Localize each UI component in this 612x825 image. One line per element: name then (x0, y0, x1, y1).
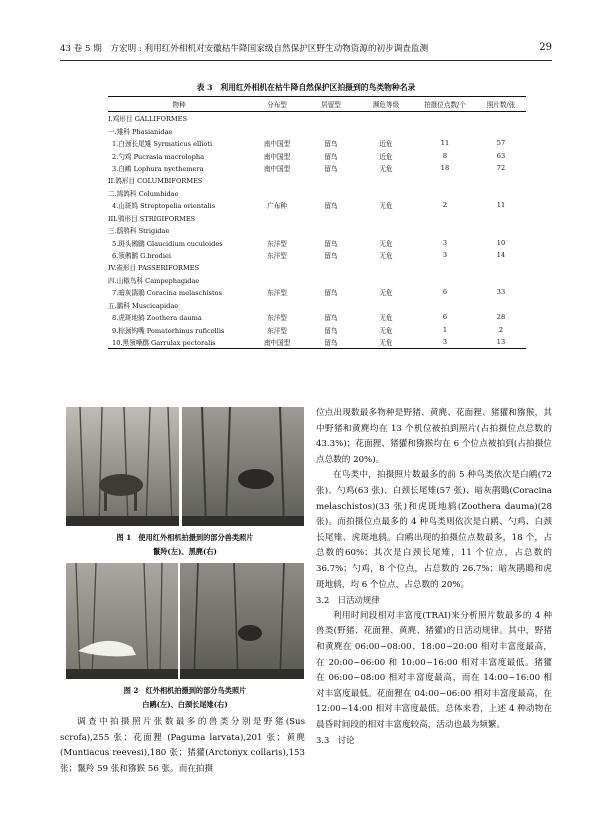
table-cell-name: 7.暗灰鹃鵙 Coracina melaschistos (112, 289, 222, 298)
table-cell-dist: 东洋型 (267, 326, 287, 335)
table-cell-res (304, 124, 358, 136)
bird-species-table (108, 96, 526, 349)
table-cell-res: 留鸟 (324, 152, 338, 161)
col-header-species: 物种 (108, 97, 250, 112)
table-cell-sites (414, 299, 476, 311)
table-cell-photos: 63 (496, 151, 506, 160)
table-row (108, 124, 526, 136)
table-row (108, 199, 526, 211)
table-cell-photos: 2 (498, 325, 504, 334)
table-cell-res: 留鸟 (324, 164, 338, 173)
table-cell-res (304, 112, 358, 125)
table-cell-dist: 东洋型 (267, 252, 287, 261)
table-cell-dist: 南中国型 (263, 140, 291, 149)
table-cell-name: II.鸽形目 COLUMBIFORMES (108, 177, 203, 186)
table-row (108, 112, 526, 125)
table-cell-name: 三.鸱鸮科 Strigidae (108, 227, 170, 236)
table-cell-res: 留鸟 (304, 336, 358, 349)
table-cell-status: 无危 (379, 239, 393, 248)
table-cell-res: 留鸟 (324, 202, 338, 211)
table-cell-name: 9.棕颈钩嘴 Pomatorhinus ruficollis (112, 326, 225, 335)
table-cell-status (358, 174, 414, 186)
table-cell-name: 6.领鸺鹠 G.brodiei (112, 252, 171, 261)
table-row (108, 311, 526, 323)
table-cell-name: 五.鹟科 Muscicapidae (108, 301, 179, 310)
table-cell-res: 留鸟 (324, 314, 338, 323)
table-cell-sites: 3 (414, 336, 476, 349)
table-cell-photos (476, 174, 526, 186)
table-cell-dist (250, 224, 304, 236)
table-cell-name: 2.勺鸡 Pucrasia macrolopha (112, 152, 205, 161)
table-cell-status: 无危 (379, 252, 393, 261)
table-cell-name: III.鸮形目 STRIGIFORMES (108, 214, 196, 223)
table-cell-photos: 11 (496, 201, 506, 210)
table-cell-res: 留鸟 (324, 239, 338, 248)
table-row (108, 286, 526, 298)
table-cell-res (304, 299, 358, 311)
table-row (108, 336, 526, 349)
photo-elliots-pheasant (180, 563, 304, 679)
table-cell-sites: 2 (442, 201, 448, 210)
figure2-caption-line1: 图 2 红外相机拍摄到的部分鸟类照片 (123, 686, 247, 695)
table-row (108, 299, 526, 311)
table-cell-name: I.鸡形目 GALLIFORMES (108, 115, 187, 124)
table-row (108, 261, 526, 273)
photo-silver-pheasant-image (66, 563, 178, 679)
table-cell-res: 留鸟 (324, 140, 338, 149)
running-header (60, 42, 552, 58)
table-row (108, 162, 526, 174)
table-cell-dist: 东洋型 (267, 289, 287, 298)
table-cell-name: 3.白鹇 Lophura nycthemera (112, 164, 204, 173)
table-cell-sites (414, 112, 476, 125)
table-row (108, 224, 526, 236)
table-row (108, 212, 526, 224)
table-cell-name: 二.鸠鸽科 Columbidae (108, 189, 179, 198)
table-cell-dist: 南中国型 (250, 336, 304, 349)
table-cell-res: 留鸟 (324, 252, 338, 261)
table-cell-sites: 1 (442, 325, 448, 334)
table-cell-photos: 33 (496, 288, 506, 297)
table-row (108, 149, 526, 161)
table-cell-res (304, 224, 358, 236)
table-cell-status (358, 261, 414, 273)
left-paragraph: 调查中拍摄照片张数最多的兽类分别是野猪(Sus scrofa),255 张；花面狸 (Paguma larvata),201 张；黄麂(Muntiacus reevesi),180 张；猪獾(Arctonyx collaris),153 张；鬣羚 59 张和猕猴 56 张。而在拍摄 (60, 717, 305, 774)
col-header-residence: 居留型 (304, 97, 358, 112)
table-cell-dist (250, 299, 304, 311)
table-cell-photos (476, 224, 526, 236)
table-cell-res (304, 187, 358, 199)
photo-black-muntjac-image (182, 407, 304, 526)
photo-serow-image (66, 407, 179, 526)
table-cell-sites (414, 212, 476, 224)
table-row (108, 249, 526, 261)
table-cell-photos: 13 (476, 336, 526, 349)
table-cell-photos (476, 274, 526, 286)
table-cell-dist (250, 112, 304, 125)
table-cell-status (358, 124, 414, 136)
table-cell-name: 四.山椒鸟科 Campephagidae (108, 276, 200, 285)
table-cell-sites (414, 174, 476, 186)
table-cell-sites: 11 (440, 139, 450, 148)
table-cell-photos (476, 187, 526, 199)
photo-elliots-pheasant-image (180, 563, 304, 679)
paragraph-activity-rhythm: 利用时间段相对丰富度(TRAI)来分析照片数最多的 4 种兽类(野猪、花面狸、黄麂、猪獾)的日活动规律。其中，野猪和黄麂在 06:00~08:00、18:00~20:00 相对丰富度最高，在 20:00~06:00 和 10:00~16:00 相对丰富度最低。猪獾在 06:00~08:00 相对丰富度最高，而在 14:00~16:00 相对丰富度最低。花面狸在 04:00~06:00 相对丰富度最高，在 12:00~14:00 相对丰富度最低。总体来看，上述 4 种动物在晨昏时间段的相对丰富度较高，活动也最为频繁。 (316, 610, 552, 730)
table-cell-photos: 72 (496, 163, 506, 172)
table-cell-dist (250, 212, 304, 224)
table-cell-sites: 6 (442, 313, 448, 322)
table-cell-dist: 广布种 (267, 202, 287, 211)
table-cell-name: IV.雀形目 PASSERIFORMES (108, 264, 200, 273)
table-cell-name: 10.黑领噪鹛 Garrulax pectoralis (108, 336, 250, 349)
table-cell-photos: 28 (496, 313, 506, 322)
table-cell-dist: 南中国型 (263, 164, 291, 173)
section-heading-3-3: 3.3 讨论 (316, 735, 355, 746)
table-cell-res: 留鸟 (324, 326, 338, 335)
table-cell-res (304, 261, 358, 273)
table-row (108, 323, 526, 335)
photo-serow (66, 407, 179, 526)
table-cell-status: 无危 (358, 336, 414, 349)
photo-black-muntjac (182, 407, 304, 526)
table-cell-status: 无危 (379, 314, 393, 323)
table-cell-status (358, 112, 414, 125)
table-cell-name: 4.山斑鸠 Streptopelia orientalis (112, 202, 216, 211)
col-header-status: 濒危等级 (358, 97, 414, 112)
figure2-caption-line2: 白鹇(左)、白颈长尾雉(右) (142, 700, 228, 709)
table-cell-sites: 3 (442, 238, 448, 247)
table-cell-status: 无危 (379, 289, 393, 298)
table-row (108, 236, 526, 248)
table-cell-status: 无危 (379, 202, 393, 211)
section-heading-3-2: 3.2 日活动规律 (316, 595, 380, 606)
table-cell-dist: 南中国型 (263, 152, 291, 161)
table-cell-res (304, 174, 358, 186)
table-cell-status (358, 224, 414, 236)
table-cell-photos (476, 212, 526, 224)
table-cell-name: 一.雉科 Phasianidae (108, 127, 173, 136)
table-row (108, 187, 526, 199)
table-cell-sites: 8 (442, 151, 448, 160)
col-header-sites: 拍摄位点数/个 (414, 97, 476, 112)
table-cell-name: 5.斑头鸺鹠 Glaucidium cuculoides (112, 239, 223, 248)
table-cell-dist (250, 187, 304, 199)
table-cell-sites: 6 (442, 288, 448, 297)
table-cell-dist: 东洋型 (267, 239, 287, 248)
table-cell-dist (250, 261, 304, 273)
right-column-text (316, 406, 552, 749)
table-cell-status: 无危 (379, 164, 393, 173)
table-cell-photos (476, 112, 526, 125)
table-cell-photos (476, 261, 526, 273)
col-header-distribution: 分布型 (250, 97, 304, 112)
table-cell-status: 近危 (379, 140, 393, 149)
table-cell-sites (414, 274, 476, 286)
table-cell-status (358, 299, 414, 311)
table-cell-sites (414, 187, 476, 199)
paragraph-bird-photos: 在鸟类中，拍摄照片数最多的前 5 种鸟类依次是白鹇(72 张)、勺鸡(63 张)、白颈长尾雉(57 张)、暗灰鹃鵙(Coracina melaschistos)(33 张)和虎斑地鸫(Zoothera dauma)(28 张)。而拍摄位点最多的 4 种鸟类则依次是白鹇、勺鸡、白颈长尾雉、虎斑地鸫。白鹇出现的拍摄位点数最多，18 个，占总数的60%；其次是白颈长尾雉，11 个位点，占总数的 36.7%；勺鸡，8 个位点，占总数的 26.7%；暗灰鹃鵙和虎斑地鸫，均 6 个位点，占总数的 20%。 (316, 470, 552, 590)
paragraph-site-occurrence: 位点出现数最多物种是野猪、黄麂、花面狸、猪獾和猕猴，其中野猪和黄麂均在 13 个机位被拍到照片(占拍摄位点总数的 43.3%)；花面狸、猪獾和猕猴均在 6 个位点被拍到(占拍摄位点总数的 20%)。 (316, 408, 552, 465)
col-header-photos: 照片数/张 (476, 97, 526, 112)
table-cell-name: 8.虎斑地鸫 Zoothera dauma (112, 314, 202, 323)
running-header-title: 43 卷 5 期 方宏明 : 利用红外相机对安徽枯牛降国家级自然保护区野生动物资源的初步调查监测 (60, 44, 429, 54)
table-row (108, 137, 526, 149)
figure1-caption-line1: 图 1 使用红外相机拍摄到的部分兽类照片 (116, 533, 254, 542)
table-cell-res (304, 212, 358, 224)
table-cell-dist (250, 124, 304, 136)
table-caption: 表 3 利用红外相机在枯牛降自然保护区拍摄到的鸟类物种名录 (196, 83, 416, 92)
left-column-text (60, 715, 305, 777)
table-row (108, 174, 526, 186)
header-rule (60, 60, 552, 61)
table-cell-sites (414, 261, 476, 273)
table-cell-status: 无危 (379, 326, 393, 335)
table-cell-dist (250, 174, 304, 186)
page-number: 29 (539, 42, 552, 53)
table-cell-photos (476, 299, 526, 311)
table-cell-status (358, 274, 414, 286)
table-cell-photos: 10 (496, 238, 506, 247)
table-cell-status (358, 212, 414, 224)
figure1-caption-line2: 鬣羚(左)、黑麂(右) (153, 547, 217, 556)
table-cell-status: 近危 (379, 152, 393, 161)
table-cell-photos: 57 (496, 139, 506, 148)
table-row (108, 274, 526, 286)
table-cell-dist: 东洋型 (267, 314, 287, 323)
table-cell-sites: 3 (442, 251, 448, 260)
table-cell-photos (476, 124, 526, 136)
table-cell-status (358, 187, 414, 199)
table-cell-sites: 18 (440, 163, 450, 172)
table-body (108, 112, 526, 349)
table-cell-sites (414, 224, 476, 236)
table-cell-res: 留鸟 (324, 289, 338, 298)
table-cell-name: 1.白颈长尾雉 Syrmaticus ellioti (112, 140, 213, 149)
table-header-row (108, 97, 526, 112)
table-cell-res (304, 274, 358, 286)
table-cell-photos: 14 (496, 251, 506, 260)
table-cell-dist (250, 274, 304, 286)
photo-silver-pheasant (66, 563, 178, 679)
table-cell-sites (414, 124, 476, 136)
